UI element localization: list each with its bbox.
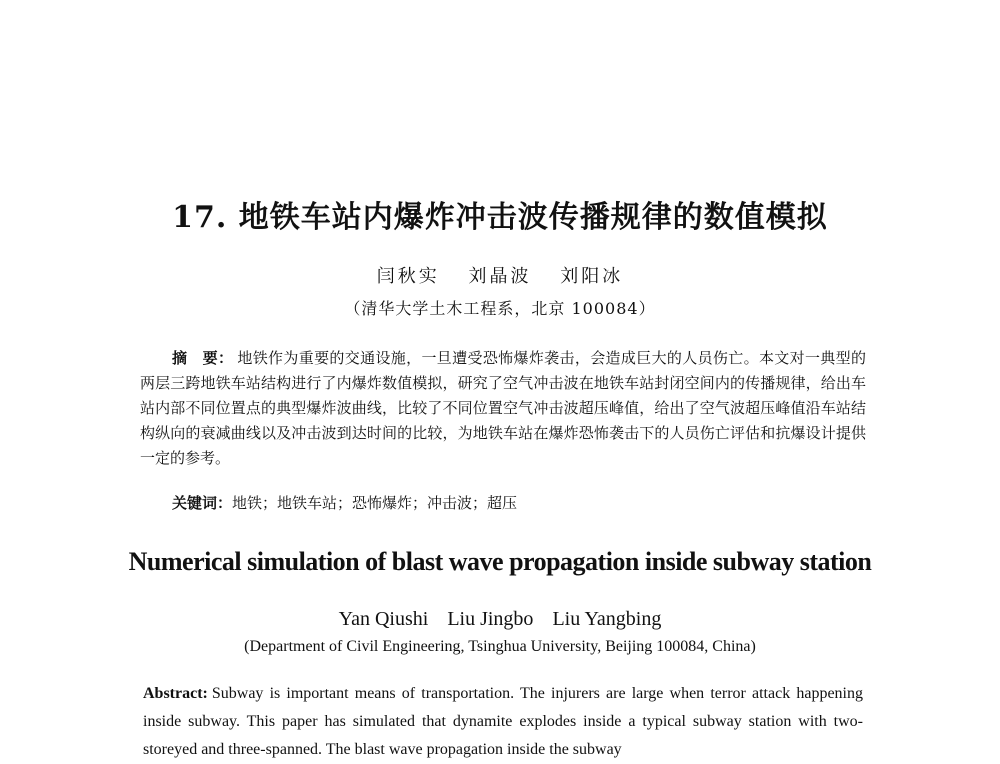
- english-title: Numerical simulation of blast wave propagation inside subway station: [128, 547, 872, 576]
- chinese-keywords-text: 地铁；地铁车站；恐怖爆炸；冲击波；超压: [232, 494, 518, 512]
- english-abstract: [143, 680, 863, 764]
- chinese-abstract: [140, 346, 866, 471]
- chinese-affiliation: （清华大学土木工程系，北京 100084）: [344, 299, 656, 318]
- author-1-en: Yan Qiushi: [338, 608, 429, 630]
- chinese-abstract-label: 摘 要：: [172, 349, 234, 367]
- chinese-keywords-label: 关键词：: [172, 494, 233, 512]
- chinese-keywords: [172, 491, 872, 516]
- chinese-title: 17. 地铁车站内爆炸冲击波传播规律的数值模拟: [172, 200, 828, 235]
- author-1: 闫秋实: [376, 266, 440, 287]
- english-authors: [0, 608, 1000, 631]
- english-abstract-text: Subway is important means of transportation. The injurers are large when terror attack happening inside subway. This paper has simulated that dynamite explodes inside a typical subway station with two-storeyed and three-spanned. The blast wave propagation inside the subway: [143, 685, 863, 758]
- author-2: 刘晶波: [468, 266, 532, 287]
- author-3: 刘阳冰: [560, 266, 624, 287]
- english-affiliation: (Department of Civil Engineering, Tsinghua University, Beijing 100084, China): [244, 638, 756, 655]
- author-3-en: Liu Yangbing: [552, 608, 662, 630]
- author-2-en: Liu Jingbo: [447, 608, 534, 630]
- english-abstract-label: Abstract:: [143, 685, 208, 702]
- chinese-authors: [0, 262, 1000, 288]
- chinese-abstract-text: 地铁作为重要的交通设施，一旦遭受恐怖爆炸袭击，会造成巨大的人员伤亡。本文对一典型的两层三跨地铁车站结构进行了内爆炸数值模拟，研究了空气冲击波在地铁车站封闭空间内的传播规律，给出车站内部不同位置点的典型爆炸波曲线，比较了不同位置空气冲击波超压峰值，给出了空气波超压峰值沿车站结构纵向的衰减曲线以及冲击波到达时间的比较，为地铁车站在爆炸恐怖袭击下的人员伤亡评估和抗爆设计提供一定的参考。: [140, 349, 866, 467]
